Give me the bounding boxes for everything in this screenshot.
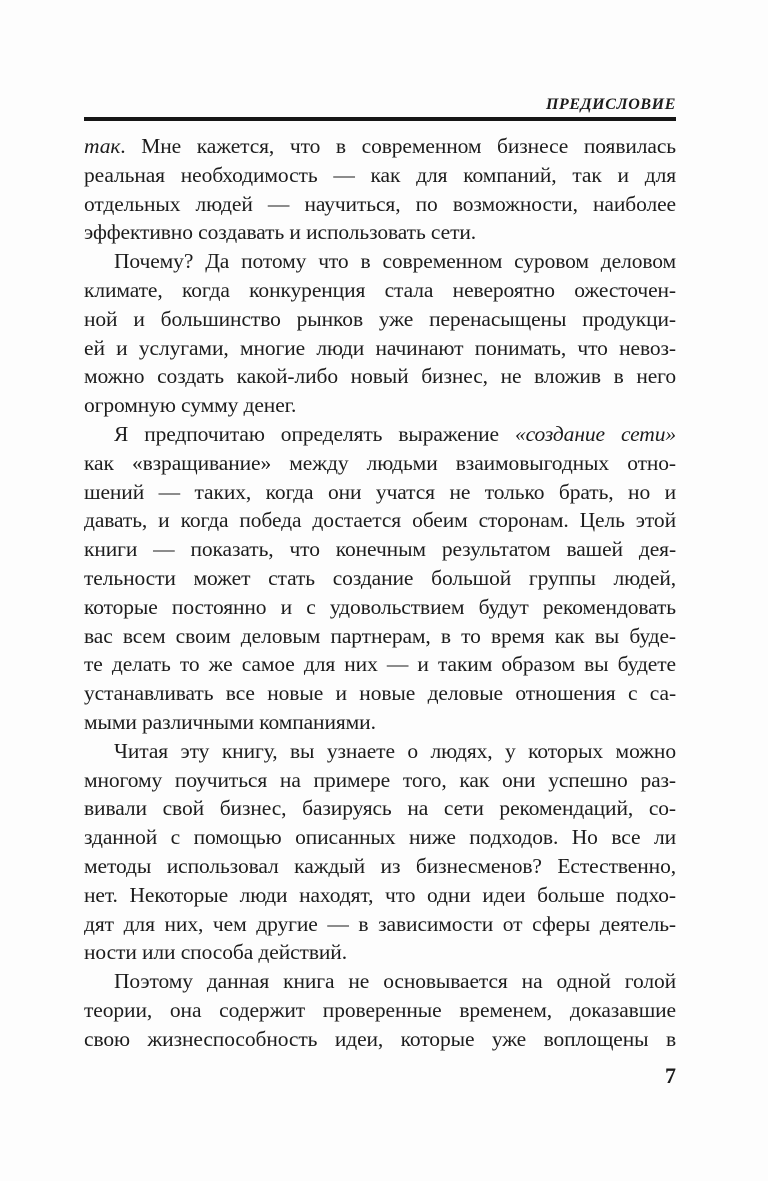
text-line <box>84 564 676 593</box>
text-run: реальная необходимость — как для компаний, так и для <box>84 162 676 187</box>
text-run: вас всем своим деловым партнерам, в то время как вы буде- <box>84 623 676 648</box>
text-run: Читая эту книгу, вы узнаете о людях, у которых можно <box>114 738 676 763</box>
text-column <box>84 97 676 1054</box>
text-line <box>84 766 676 795</box>
text-line <box>84 247 676 276</box>
paragraph <box>84 132 676 247</box>
text-run: вивали свой бизнес, базируясь на сети рекомендаций, со- <box>84 796 676 821</box>
text-line <box>84 276 676 305</box>
running-header: ПРЕДИСЛОВИЕ <box>545 96 676 113</box>
text-line <box>84 737 676 766</box>
text-line <box>84 967 676 996</box>
text-run: устанавливать все новые и новые деловые отношения с са- <box>84 681 676 706</box>
paragraph <box>84 967 676 1053</box>
text-run: тельности может стать создание большой группы людей, <box>84 565 676 590</box>
text-line <box>84 449 676 478</box>
text-run: многому поучиться на примере того, как они успешно раз- <box>84 767 676 792</box>
paragraph <box>84 737 676 967</box>
text-run: свою жизнеспособность идеи, которые уже воплощены в <box>84 1026 676 1051</box>
text-line <box>84 420 676 449</box>
text-line <box>84 391 676 420</box>
text-line <box>84 506 676 535</box>
text-line <box>84 852 676 881</box>
text-run: зданной с помощью описанных ниже подходов. Но все ли <box>84 825 676 850</box>
text-run: климате, когда конкуренция стала невероятно ожесточен- <box>84 277 676 302</box>
text-line <box>84 190 676 219</box>
text-run: книги — показать, что конечным результатом вашей дея- <box>84 537 676 562</box>
text-run: те делать то же самое для них — и таким образом вы будете <box>84 652 676 677</box>
text-line <box>84 622 676 651</box>
text-line <box>84 938 676 967</box>
text-run: . Мне кажется, что в современном бизнесе появилась <box>120 134 676 158</box>
text-run: методы использовал каждый из бизнесменов? Естественно, <box>84 853 676 878</box>
text-run: Почему? Да потому что в современном суровом деловом <box>114 249 676 274</box>
text-run: эффективно создавать и использовать сети. <box>84 220 477 245</box>
text-run: можно создать какой-либо новый бизнес, не вложив в него <box>84 364 676 389</box>
text-run: Я предпочитаю определять выражение <box>114 421 515 446</box>
text-run: как «взращивание» между людьми взаимовыгодных отно- <box>84 450 676 475</box>
text-run: давать, и когда победа достается обеим сторонам. Цель этой <box>84 508 676 533</box>
text-run: отдельных людей — научиться, по возможности, наиболее <box>84 191 676 216</box>
text-line <box>84 362 676 391</box>
text-line <box>84 132 676 161</box>
italic-text-run: «создание сети» <box>514 421 676 446</box>
text-line <box>84 910 676 939</box>
text-line <box>84 478 676 507</box>
body-text <box>84 132 676 1054</box>
text-run: которые постоянно и с удовольствием будут рекомендовать <box>84 594 676 619</box>
text-run: Поэтому данная книга не основывается на одной голой <box>114 969 676 994</box>
text-line <box>84 881 676 910</box>
italic-text-run: так <box>84 134 121 158</box>
text-run: ей и услугами, многие люди начинают понимать, что невоз- <box>84 335 676 360</box>
page-number: 7 <box>665 1063 676 1088</box>
text-run: теории, она содержит проверенные временем, доказавшие <box>84 997 676 1022</box>
text-line <box>84 794 676 823</box>
text-run: ности или способа действий. <box>84 940 347 965</box>
text-line <box>84 708 676 737</box>
text-line <box>84 823 676 852</box>
text-run: мыми различными компаниями. <box>84 709 376 734</box>
paragraph <box>84 420 676 737</box>
text-line <box>84 161 676 190</box>
text-line <box>84 1025 676 1054</box>
text-run: ной и большинство рынков уже перенасыщены продукци- <box>84 306 676 331</box>
text-line <box>84 305 676 334</box>
text-line <box>84 334 676 363</box>
paragraph <box>84 247 676 420</box>
text-run: дят для них, чем другие — в зависимости от сферы деятель- <box>84 911 676 936</box>
text-line <box>84 650 676 679</box>
header-rule <box>84 117 676 121</box>
text-run: огромную сумму денег. <box>84 393 297 418</box>
text-line <box>84 535 676 564</box>
text-line <box>84 679 676 708</box>
text-run: шений — таких, когда они учатся не только брать, но и <box>84 479 676 504</box>
text-line <box>84 593 676 622</box>
text-line <box>84 996 676 1025</box>
text-run: нет. Некоторые люди находят, что одни идеи больше подхо- <box>84 882 676 907</box>
text-line <box>84 218 676 247</box>
